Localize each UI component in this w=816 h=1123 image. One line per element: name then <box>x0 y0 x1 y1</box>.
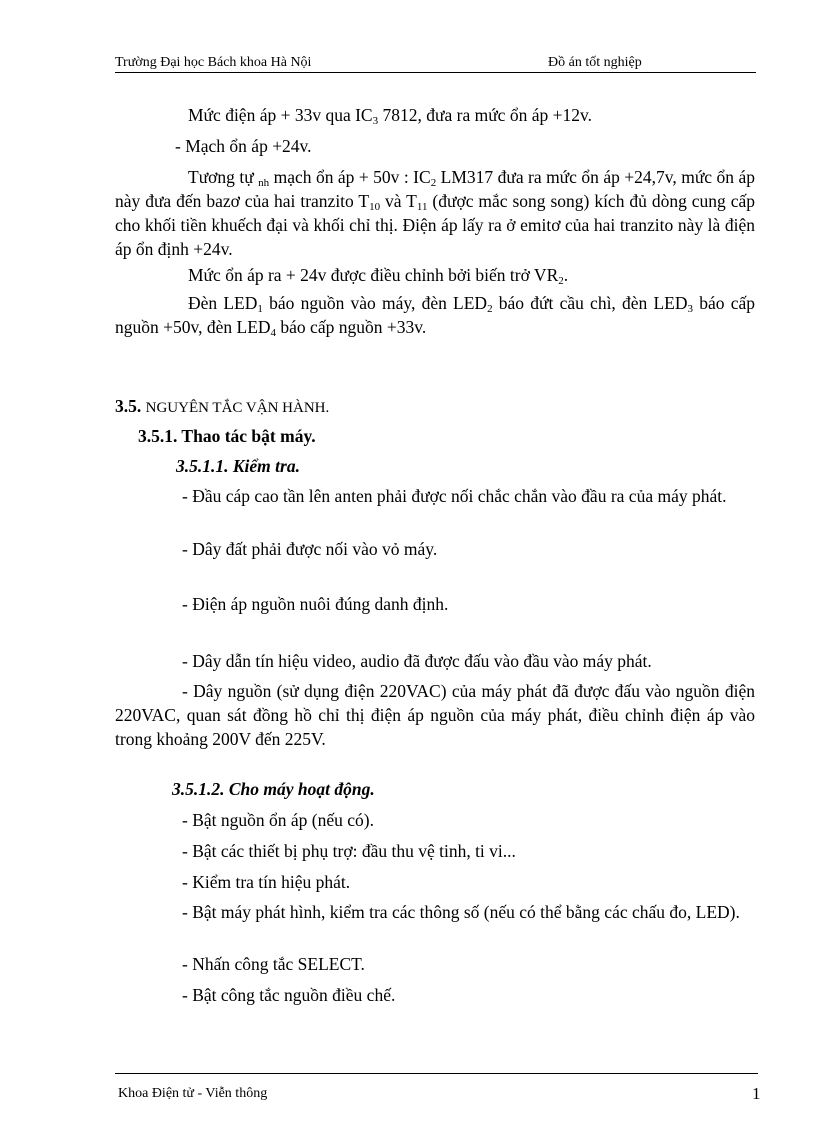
check-item-cable: - Đầu cáp cao tần lên anten phải được nối chắc chắn vào đầu ra của máy phát. <box>182 486 727 506</box>
subsubsection-operate: 3.5.1.2. Cho máy hoạt động. <box>172 779 375 799</box>
operate-item-aux: - Bật các thiết bị phụ trợ: đầu thu vệ tinh, ti vi... <box>182 841 516 861</box>
operate-item-signal: - Kiểm tra tín hiệu phát. <box>182 872 351 892</box>
paragraph-vr2: Mức ổn áp ra + 24v được điều chỉnh bởi biến trở $VR_2$. <box>188 265 569 287</box>
subsection-heading: 3.5.1. Thao tác bật máy. <box>138 426 316 446</box>
check-item-power-cord: - Dây nguồn (sử dụng điện 220VAC) của máy phát đã được đấu vào nguồn điện 220VAC, quan sát đồng hồ chỉ thị điện áp nguồn của máy phát, điều chỉnh điện áp vào trong khoảng 200V đến 225V. <box>115 681 755 749</box>
subsubsection-check: 3.5.1.1. Kiểm tra. <box>176 456 300 476</box>
check-item-ground: - Dây đất phải được nối vào vỏ máy. <box>182 539 438 559</box>
check-item-supply: - Điện áp nguồn nuôi đúng danh định. <box>182 594 449 614</box>
paragraph-leds: Đèn $LED_1$ báo nguồn vào máy, đèn $LED_2$ báo đứt cầu chì, đèn $LED_3$ báo cấp nguồn +50v, đèn $LED_4$ báo cấp nguồn +33v. <box>115 293 755 339</box>
section-heading: 3.5. NGUYÊN TẮC VẬN HÀNH. <box>115 396 330 416</box>
paragraph-24v-detail: Tương tự $_{nh}$ mạch ổn áp + 50v : $IC_2$ LM317 đưa ra mức ổn áp +24,7v, mức ổn áp này đưa đến bazơ của hai tranzito $T_{10}$ và $T_{11}$ (được mắc song song) kích đủ dòng cung cấp cho khối tiền khuếch đại và khối chỉ thị. Điện áp lấy ra ở emitơ của hai tranzito này là điện áp ổn định +24v. <box>115 167 755 259</box>
paragraph-33v: Mức điện áp + 33v qua $IC_3$ 7812, đưa ra mức ổn áp +12v. <box>188 105 592 127</box>
footer-faculty: Khoa Điện tử - Viễn thông <box>118 1086 268 1101</box>
header-school: Trường Đại học Bách khoa Hà Nội <box>115 55 312 70</box>
header-doc-type: Đồ án tốt nghiệp <box>548 55 642 70</box>
operate-item-stabilizer: - Bật nguồn ổn áp (nếu có). <box>182 810 374 830</box>
check-item-signal: - Dây dẫn tín hiệu video, audio đã được đấu vào đầu vào máy phát. <box>182 651 652 671</box>
paragraph-24v-heading: - Mạch ổn áp +24v. <box>175 136 312 156</box>
operate-item-transmitter: - Bật máy phát hình, kiểm tra các thông số (nếu có thể bằng các chấu đo, LED). <box>182 902 740 922</box>
page-header <box>115 54 756 73</box>
footer-rule <box>115 1073 758 1074</box>
operate-item-modulation: - Bật công tắc nguồn điều chế. <box>182 985 396 1005</box>
operate-item-select: - Nhấn công tắc SELECT. <box>182 954 365 974</box>
page-number: 1 <box>752 1084 761 1103</box>
